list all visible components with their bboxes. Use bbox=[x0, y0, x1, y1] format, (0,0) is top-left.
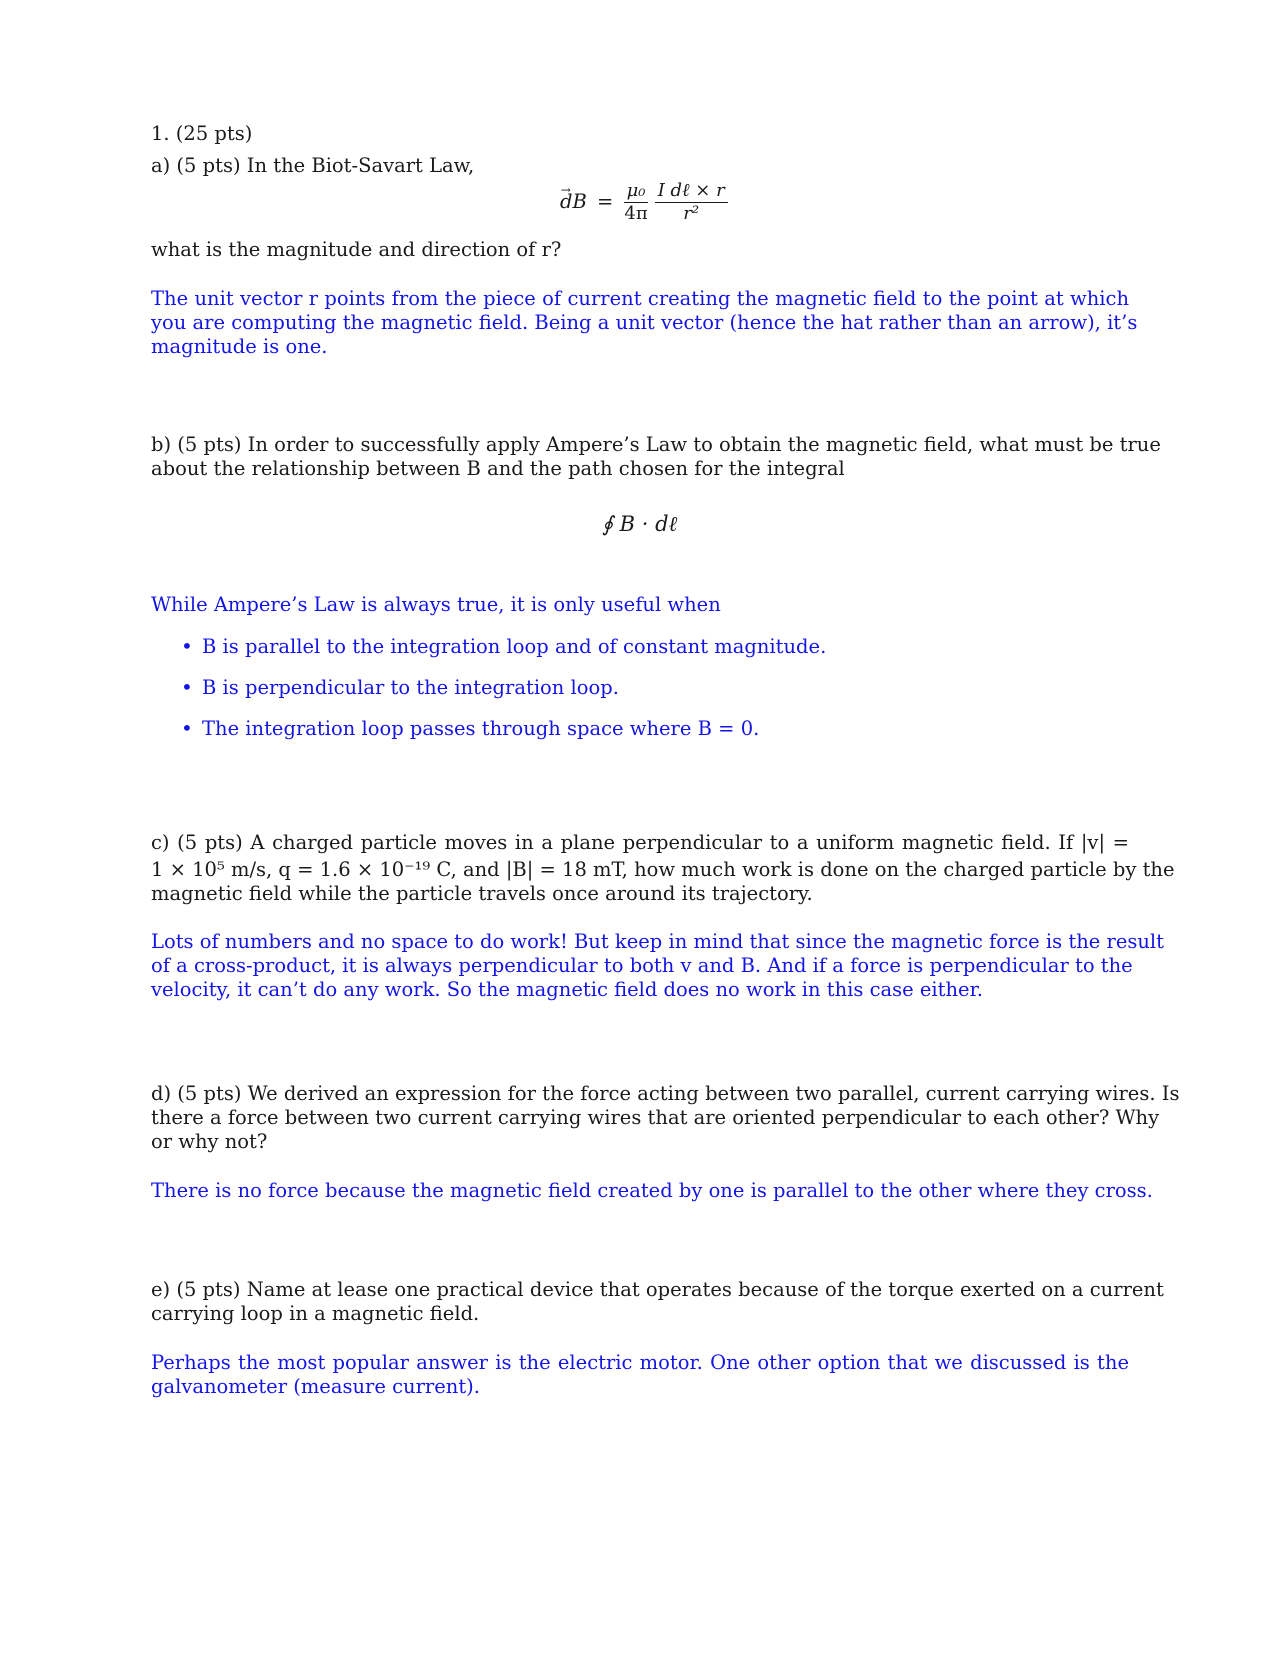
part-b-bullet-2: B is perpendicular to the integration loop. bbox=[202, 676, 619, 699]
part-e-question-line-2: carrying loop in a magnetic field. bbox=[151, 1302, 480, 1325]
part-e-answer-line-1: Perhaps the most popular answer is the electric motor. One other option that we discussed is the bbox=[151, 1351, 1129, 1374]
formula-numerator: I dℓ × r bbox=[655, 180, 728, 203]
part-a-question-suffix: what is the magnitude and direction of r? bbox=[151, 238, 562, 261]
formula-main-fraction bbox=[655, 180, 728, 225]
problem-header: 1. (25 pts) bbox=[151, 122, 253, 145]
part-d-answer-line-1: There is no force because the magnetic field created by one is parallel to the other where they cross. bbox=[151, 1179, 1153, 1202]
part-c-answer-line-1: Lots of numbers and no space to do work! But keep in mind that since the magnetic force is the result bbox=[151, 930, 1165, 953]
part-b-bullet-3: The integration loop passes through space where B = 0. bbox=[202, 717, 760, 740]
part-b-answer-intro: While Ampere’s Law is always true, it is only useful when bbox=[151, 593, 721, 616]
formula-lhs: → dB bbox=[560, 190, 587, 213]
part-a-question: a) (5 pts) In the Biot-Savart Law, bbox=[151, 154, 475, 177]
part-d-question-line-3: or why not? bbox=[151, 1130, 268, 1153]
formula-four-pi: 4π bbox=[624, 203, 648, 224]
part-d-question-line-2: there a force between two current carrying wires that are oriented perpendicular to each other? Why bbox=[151, 1106, 1160, 1129]
formula-mu-fraction bbox=[624, 180, 649, 225]
part-c-question-line-3: magnetic field while the particle travels once around its trajectory. bbox=[151, 882, 813, 905]
part-e-question-line-1: e) (5 pts) Name at lease one practical device that operates because of the torque exerted on a current bbox=[151, 1278, 1164, 1301]
part-a-answer-line-1: The unit vector r points from the piece of current creating the magnetic field to the point at which bbox=[151, 287, 1129, 310]
part-c-answer-line-3: velocity, it can’t do any work. So the magnetic field does no work in this case either. bbox=[151, 978, 983, 1001]
part-d-question-line-1: d) (5 pts) We derived an expression for the force acting between two parallel, current carrying wires. Is bbox=[151, 1082, 1180, 1105]
part-a-answer-line-3: magnitude is one. bbox=[151, 335, 328, 358]
biot-savart-formula: → dB = $\frac{\text{μ₀}}{4\pi}$ $\frac{\text{I dℓ × r}}{\text{r²}}$ bbox=[560, 180, 728, 225]
part-e-answer-line-2: galvanometer (measure current). bbox=[151, 1375, 480, 1398]
part-c-question-line-1: c) (5 pts) A charged particle moves in a plane perpendicular to a uniform magnetic field. If |v| = bbox=[151, 831, 1129, 854]
part-b-question-line-1: b) (5 pts) In order to successfully apply Ampere’s Law to obtain the magnetic field, what must be true bbox=[151, 433, 1161, 456]
formula-denominator: r² bbox=[683, 203, 700, 224]
part-b-question-line-2: about the relationship between B and the path chosen for the integral bbox=[151, 457, 845, 480]
part-a-answer-line-2: you are computing the magnetic field. Being a unit vector (hence the hat rather than an arrow), it’s bbox=[151, 311, 1138, 334]
part-c-answer-line-2: of a cross-product, it is always perpendicular to both v and B. And if a force is perpendicular to the bbox=[151, 954, 1133, 977]
ampere-integral: ∮ B · dℓ bbox=[602, 512, 678, 536]
bullet-marker-2: • bbox=[181, 675, 193, 699]
bullet-marker-3: • bbox=[181, 716, 193, 740]
formula-mu: μ₀ bbox=[624, 180, 649, 203]
part-c-question-line-2: 1 × 10⁵ m/s, q = 1.6 × 10⁻¹⁹ C, and |B| = 18 mT, how much work is done on the charged particle by the bbox=[151, 858, 1175, 881]
bullet-marker-1: • bbox=[181, 634, 193, 658]
part-b-bullet-1: B is parallel to the integration loop and of constant magnitude. bbox=[202, 635, 827, 658]
